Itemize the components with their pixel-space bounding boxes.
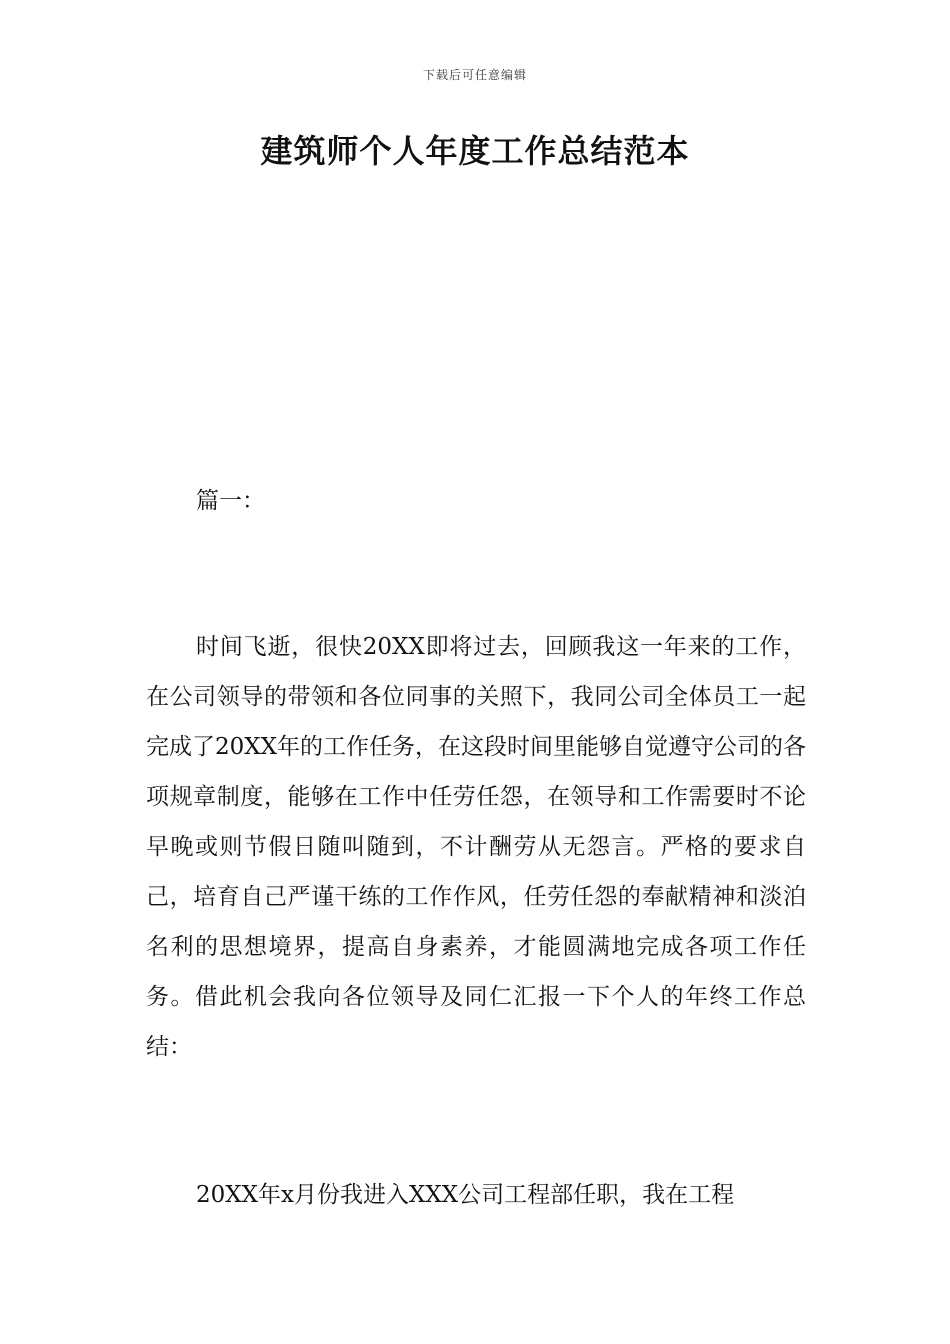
- body-paragraph: 20XX年x月份我进入XXX公司工程部任职，我在工程: [196, 1182, 735, 1208]
- body-paragraph: 时间飞逝，很快20XX即将过去，回顾我这一年来的工作，在公司领导的带领和各位同事的关照下，我同公司全体员工一起完成了20XX年的工作任务，在这段时间里能够自觉遵守公司的各项规章制度，能够在工作中任劳任怨，在领导和工作需要时不论早晚或则节假日随叫随到，不计酬劳从无怨言。严格的要求自己，培育自己严谨干练的工作作风，任劳任怨的奉献精神和淡泊名利的思想境界，提高自身素养，才能圆满地完成各项工作任务。借此机会我向各位领导及同仁汇报一下个人的年终工作总结：: [146, 634, 807, 1060]
- document-title: 建筑师个人年度工作总结范本: [260, 132, 690, 170]
- header-note: 下载后可任意编辑: [422, 68, 527, 82]
- section-heading: 篇一：: [196, 488, 265, 514]
